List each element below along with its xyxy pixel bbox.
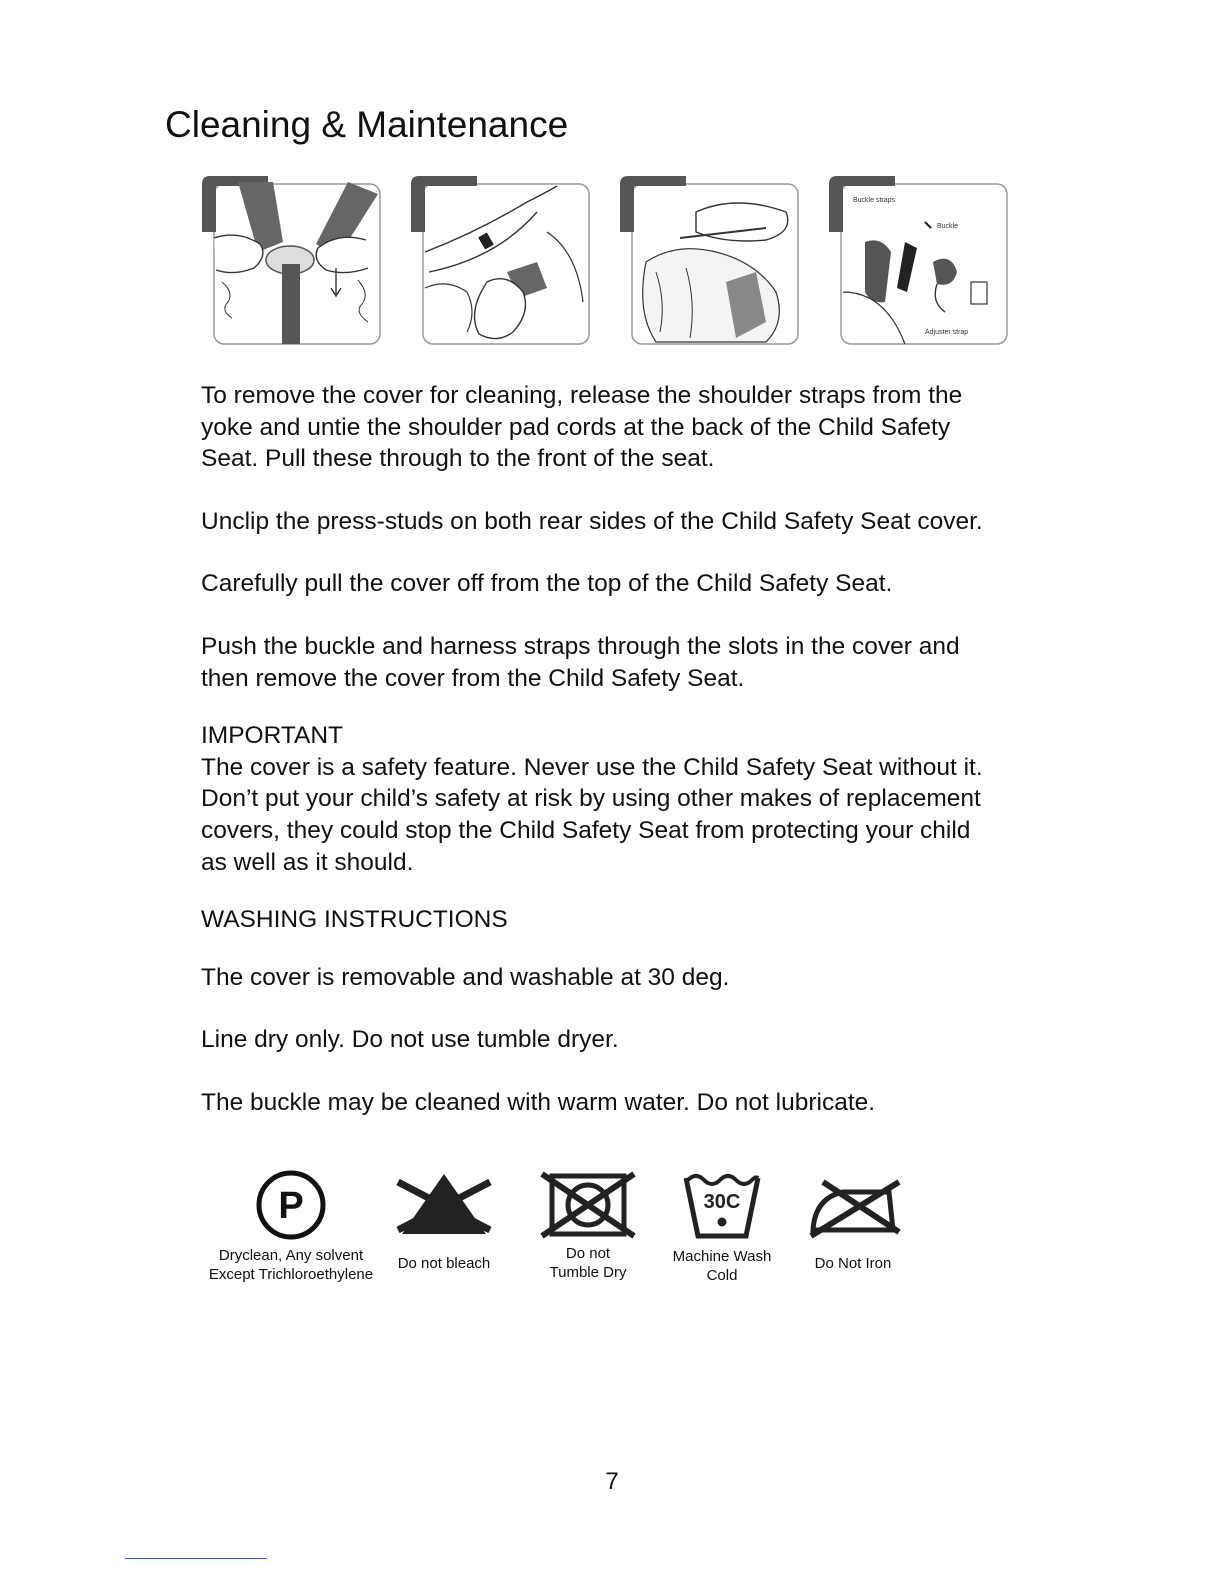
no-bleach-label: Do not bleach xyxy=(397,1255,491,1272)
no-tumble-dry-icon xyxy=(538,1168,638,1242)
adjuster-strap-label: Adjuster strap xyxy=(925,329,969,336)
care-symbol-machine-wash xyxy=(664,1168,780,1285)
removal-paragraph-3: Carefully pull the cover off from the top of the Child Safety Seat. xyxy=(201,570,893,598)
care-symbol-dryclean xyxy=(196,1168,386,1284)
removal-paragraph-1 xyxy=(201,380,1071,475)
illustration-panel-3 xyxy=(616,172,802,348)
important-heading: IMPORTANT xyxy=(201,722,344,750)
care-symbols xyxy=(196,1168,956,1298)
illustration-panel-4 xyxy=(825,172,1011,348)
illustration-panel-1 xyxy=(198,172,384,348)
removal-paragraph-4 xyxy=(201,631,1071,694)
important-line: The cover is a safety feature. Never use the Child Safety Seat without it. xyxy=(201,753,983,781)
no-tumble-label xyxy=(536,1244,640,1282)
no-iron-label: Do Not Iron xyxy=(814,1255,892,1272)
no-iron-icon xyxy=(803,1168,903,1242)
removal-line: then remove the cover from the Child Safety Seat. xyxy=(201,664,745,692)
dryclean-label xyxy=(196,1246,386,1284)
washing-heading: WASHING INSTRUCTIONS xyxy=(201,906,508,934)
page-title: Cleaning & Maintenance xyxy=(165,104,569,145)
wash-temp-text: 30C xyxy=(703,1191,741,1213)
footer-rule xyxy=(125,1558,267,1559)
machine-wash-label-line1: Machine Wash xyxy=(672,1248,772,1265)
no-tumble-label-line1: Do not xyxy=(565,1245,611,1262)
illustration-strip xyxy=(198,172,1018,350)
removal-line: yoke and untie the shoulder pad cords at the back of the Child Safety xyxy=(201,413,951,441)
cord-release-illustration xyxy=(407,172,593,348)
dryclean-p-icon xyxy=(254,1168,328,1242)
care-symbol-no-iron xyxy=(800,1168,906,1273)
machine-wash-label xyxy=(664,1247,780,1285)
dryclean-label-line1: Dryclean, Any solvent xyxy=(218,1247,364,1264)
washing-paragraph-2: Line dry only. Do not use tumble dryer. xyxy=(201,1026,619,1054)
important-block xyxy=(201,720,1071,878)
yoke-release-illustration xyxy=(198,172,384,348)
care-symbol-no-tumble xyxy=(536,1168,640,1282)
buckle-label: Buckle xyxy=(937,223,959,230)
buckle-straps-label: Buckle straps xyxy=(853,197,896,204)
important-line: Don’t put your child’s safety at risk by using other makes of replacement xyxy=(201,785,981,813)
no-bleach-triangle-icon xyxy=(394,1168,494,1242)
wash-tub-icon xyxy=(682,1168,762,1242)
page-number: 7 xyxy=(605,1468,619,1495)
removal-paragraph-2: Unclip the press-studs on both rear sides of the Child Safety Seat cover. xyxy=(201,507,983,535)
important-line: as well as it should. xyxy=(201,848,414,876)
no-tumble-label-line2: Tumble Dry xyxy=(549,1264,627,1281)
removal-line: Push the buckle and harness straps through the slots in the cover and xyxy=(201,632,960,660)
dryclean-glyph: P xyxy=(278,1185,304,1227)
machine-wash-label-line2: Cold xyxy=(706,1267,738,1284)
washing-paragraph-3: The buckle may be cleaned with warm water. Do not lubricate. xyxy=(201,1088,876,1116)
illustration-panel-2 xyxy=(407,172,593,348)
care-symbol-no-bleach xyxy=(392,1168,496,1273)
cover-removal-illustration xyxy=(616,172,802,348)
washing-paragraph-1: The cover is removable and washable at 30 deg. xyxy=(201,963,730,991)
dryclean-label-line2: Except Trichloroethylene xyxy=(208,1266,374,1283)
important-line: covers, they could stop the Child Safety Seat from protecting your child xyxy=(201,816,971,844)
buckle-straps-illustration xyxy=(825,172,1011,348)
removal-line: To remove the cover for cleaning, release the shoulder straps from the xyxy=(201,382,963,409)
instructions-body xyxy=(201,380,1071,1119)
removal-line: Seat. Pull these through to the front of the seat. xyxy=(201,445,715,473)
